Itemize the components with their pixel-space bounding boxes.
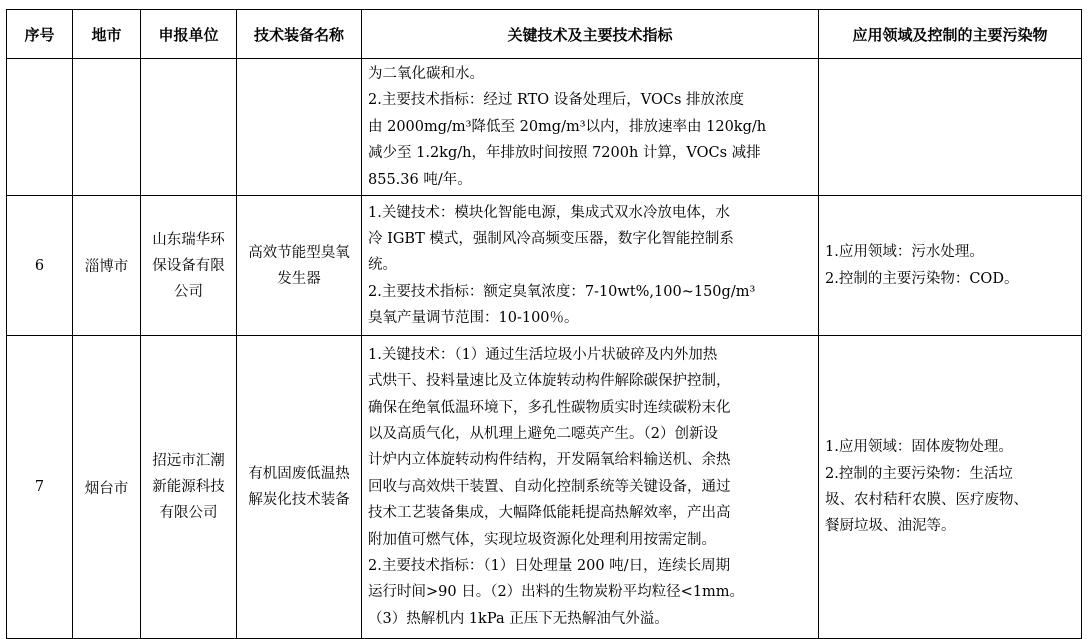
cell-equipment-name: 有机固废低温热解炭化技术装备: [237, 336, 362, 639]
tech-line: 统。: [368, 257, 397, 274]
tech-line: 2.主要技术指标：额定臭氧浓度：7-10wt%,100~150g/m³: [368, 283, 756, 300]
cell-unit: 山东瑞华环保设备有限公司: [141, 196, 237, 336]
header-application: 应用领域及控制的主要污染物: [819, 10, 1082, 59]
tech-line: （3）热解机内 1kPa 正压下无热解油气外溢。: [368, 610, 669, 627]
tech-line: 为二氧化碳和水。: [368, 66, 484, 82]
tech-line: 计炉内立体旋转动构件结构，开发隔氧给料输送机、余热: [368, 452, 731, 469]
tech-line: 臭氧产量调节范围：10-100％。: [368, 310, 579, 327]
tech-line: 确保在绝氧低温环境下，多孔性碳物质实时连续碳粉末化: [368, 399, 731, 416]
cell-key-technology: [362, 196, 819, 336]
header-row: [7, 10, 1082, 59]
table-row: [7, 336, 1082, 639]
tech-line: 由 2000mg/m³降低至 20mg/m³以内，排放速率由 120kg/h: [368, 118, 767, 135]
cell-unit: [141, 59, 237, 196]
app-line: 1.应用领域：固体废物处理。: [825, 439, 1013, 456]
app-line: 2.控制的主要污染物：生活垃: [825, 465, 1013, 482]
tech-line: 减少至 1.2kg/h，年排放时间按照 7200h 计算，VOCs 减排: [368, 145, 761, 162]
tech-line: 技术工艺装备集成，大幅降低能耗提高热解效率，产出高: [368, 505, 731, 522]
tech-line: 855.36 吨/年。: [368, 171, 472, 188]
cell-city: 淄博市: [73, 196, 141, 336]
cell-application: [819, 196, 1082, 336]
equipment-table: [6, 9, 1082, 639]
tech-line: 1.关键技术：模块化智能电源，集成式双水冷放电体，水: [368, 204, 730, 221]
tech-line: 2.主要技术指标：经过 RTO 设备处理后，VOCs 排放浓度: [368, 92, 745, 109]
tech-line: 附加值可燃气体，实现垃圾资源化处理利用按需定制。: [368, 531, 716, 548]
table-row: [7, 59, 1082, 196]
cell-no: [7, 59, 73, 196]
tech-line: 式烘干、投料量速比及立体旋转动构件解除碳保护控制，: [368, 373, 731, 390]
cell-application: [819, 336, 1082, 639]
cell-no: 6: [7, 196, 73, 336]
app-line: 餐厨垃圾、油泥等。: [825, 518, 956, 535]
cell-application: [819, 59, 1082, 196]
tech-line: 回收与高效烘干装置、自动化控制系统等关键设备，通过: [368, 478, 731, 495]
cell-equipment-name: 高效节能型臭氧发生器: [237, 196, 362, 336]
app-line: 1.应用领域：污水处理。: [825, 244, 984, 261]
tech-line: 运行时间>90 日。（2）出料的生物炭粉平均粒径<1mm。: [368, 584, 745, 601]
tech-line: 1.关键技术：（1）通过生活垃圾小片状破碎及内外加热: [368, 346, 718, 363]
header-city: 地市: [73, 10, 141, 59]
cell-key-technology: [362, 59, 819, 196]
header-no: 序号: [7, 10, 73, 59]
header-key-technology: 关键技术及主要技术指标: [362, 10, 819, 59]
cell-key-technology: [362, 336, 819, 639]
header-equipment-name: 技术装备名称: [237, 10, 362, 59]
cell-city: [73, 59, 141, 196]
app-line: 2.控制的主要污染物：COD。: [825, 270, 1019, 287]
cell-unit: 招远市汇潮新能源科技有限公司: [141, 336, 237, 639]
cell-no: 7: [7, 336, 73, 639]
tech-line: 2.主要技术指标：（1）日处理量 200 吨/日，连续长周期: [368, 558, 731, 575]
table-row: [7, 196, 1082, 336]
header-unit: 申报单位: [141, 10, 237, 59]
tech-line: 以及高质气化，从机理上避免二噁英产生。（2）创新设: [368, 426, 718, 443]
tech-line: 冷 IGBT 模式，强制风冷高频变压器，数字化智能控制系: [368, 230, 734, 247]
cell-equipment-name: [237, 59, 362, 196]
app-line: 圾、农村秸秆农膜、医疗废物、: [825, 492, 1028, 509]
cell-city: 烟台市: [73, 336, 141, 639]
